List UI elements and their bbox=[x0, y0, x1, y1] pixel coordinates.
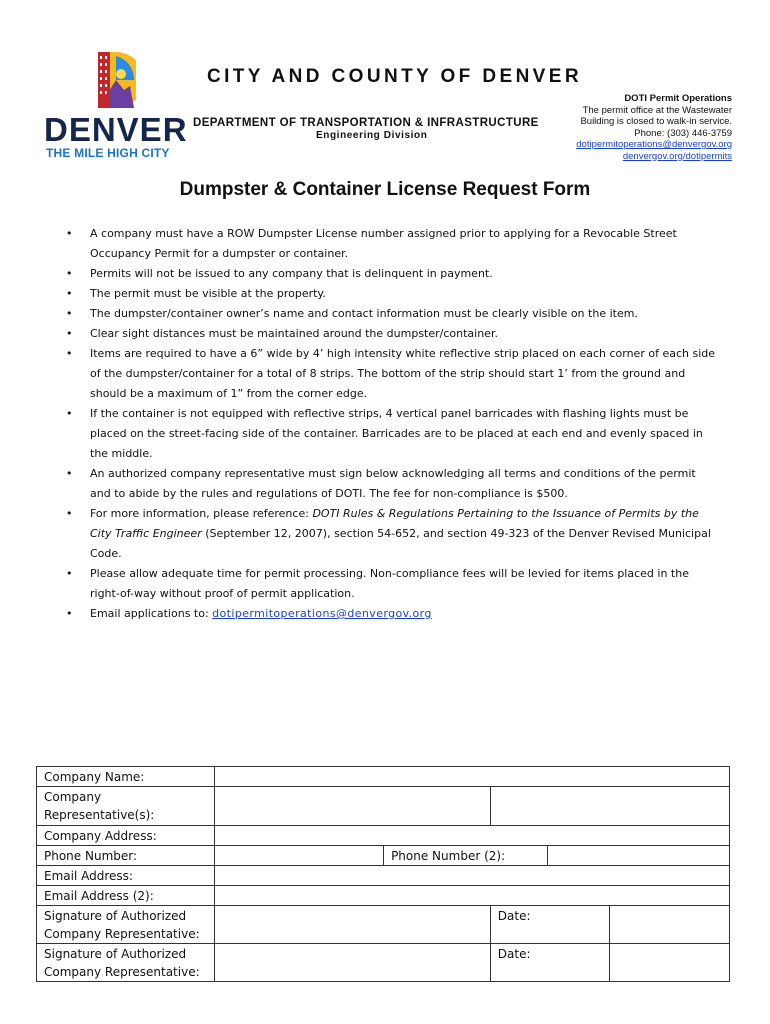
bullet-icon: • bbox=[66, 567, 73, 580]
applicant-form bbox=[36, 766, 730, 982]
list-item bbox=[66, 304, 730, 324]
reference-prefix: For more information, please reference: bbox=[90, 507, 313, 520]
company-address-field[interactable] bbox=[214, 826, 729, 846]
date-label-2: Date: bbox=[490, 944, 610, 982]
email2-field[interactable] bbox=[214, 886, 729, 906]
table-row bbox=[37, 826, 730, 846]
rule-text: The dumpster/container owner’s name and contact information must be clearly visible on the item. bbox=[90, 307, 638, 320]
company-rep-label-line1: Company bbox=[44, 790, 102, 804]
email-label: Email Address: bbox=[37, 866, 215, 886]
list-item bbox=[66, 604, 730, 624]
bullet-icon: • bbox=[66, 347, 73, 360]
company-rep-label bbox=[37, 787, 215, 826]
department-name: DEPARTMENT OF TRANSPORTATION & INFRASTRUCTURE bbox=[193, 117, 539, 129]
contact-line-2: Building is closed to walk-in service. bbox=[580, 116, 732, 127]
email-applications-link[interactable]: dotipermitoperations@denvergov.org bbox=[212, 607, 432, 620]
rule-text: should be a maximum of 1” from the corner edge. bbox=[90, 387, 368, 400]
reference-sections: (September 12, 2007), section 54-652, and section 49-323 of the Denver Revised Municipal bbox=[201, 527, 711, 540]
rule-text: of the dumpster/container for a total of 8 strips. The bottom of the strip should start 1’ from the ground and bbox=[90, 367, 686, 380]
bullet-icon: • bbox=[66, 307, 73, 320]
company-address-label: Company Address: bbox=[37, 826, 215, 846]
phone2-field[interactable] bbox=[547, 846, 729, 866]
bullet-icon: • bbox=[66, 287, 73, 300]
company-rep-label-line2: Representative(s): bbox=[44, 808, 155, 822]
list-item bbox=[66, 464, 730, 504]
contact-line-1: The permit office at the Wastewater bbox=[582, 104, 732, 116]
logo-tagline: THE MILE HIGH CITY bbox=[46, 146, 170, 160]
contact-title: DOTI Permit Operations bbox=[624, 93, 732, 104]
rule-text bbox=[90, 604, 730, 624]
table-row bbox=[37, 886, 730, 906]
rule-text: Permits will not be issued to any company that is delinquent in payment. bbox=[90, 267, 493, 280]
rule-text: right-of-way without proof of permit application. bbox=[90, 587, 355, 600]
table-row bbox=[37, 866, 730, 886]
list-item bbox=[66, 284, 730, 304]
company-name-label: Company Name: bbox=[37, 767, 215, 787]
list-item bbox=[66, 324, 730, 344]
email-field[interactable] bbox=[214, 866, 729, 886]
rule-text bbox=[90, 504, 730, 524]
table-row bbox=[37, 944, 730, 982]
contact-block bbox=[532, 93, 732, 162]
rule-text: An authorized company representative must sign below acknowledging all terms and conditions of the permit bbox=[90, 467, 696, 480]
signature-label-2 bbox=[37, 944, 215, 982]
list-item bbox=[66, 224, 730, 264]
phone2-label: Phone Number (2): bbox=[384, 846, 548, 866]
rule-text: and to abide by the rules and regulations of DOTI. The fee for non-compliance is $500. bbox=[90, 487, 568, 500]
division-name: Engineering Division bbox=[316, 130, 428, 141]
company-name-field[interactable] bbox=[214, 767, 729, 787]
table-row bbox=[37, 787, 730, 826]
bullet-icon: • bbox=[66, 327, 73, 340]
table-row bbox=[37, 767, 730, 787]
rule-text: Please allow adequate time for permit processing. Non-compliance fees will be levied for items placed in the bbox=[90, 567, 689, 580]
reference-title-cont: City Traffic Engineer bbox=[90, 527, 202, 540]
list-item bbox=[66, 404, 730, 464]
rule-text: placed on the street-facing side of the container. Barricades are to be placed at each end and evenly spaced in bbox=[90, 427, 703, 440]
bullet-icon: • bbox=[66, 227, 73, 240]
rule-text bbox=[90, 524, 730, 544]
list-item bbox=[66, 344, 730, 404]
phone-field[interactable] bbox=[214, 846, 383, 866]
company-rep-field[interactable] bbox=[214, 787, 490, 826]
rule-text: A company must have a ROW Dumpster License number assigned prior to applying for a Revocable Street bbox=[90, 227, 677, 240]
table-row bbox=[37, 846, 730, 866]
bullet-icon: • bbox=[66, 467, 73, 480]
rule-text: The permit must be visible at the property. bbox=[90, 287, 326, 300]
signature-field-2[interactable] bbox=[214, 944, 490, 982]
signature-field[interactable] bbox=[214, 906, 490, 944]
page-title: Dumpster & Container License Request Form bbox=[179, 179, 591, 200]
city-title: CITY AND COUNTY OF DENVER bbox=[207, 66, 582, 87]
bullet-icon: • bbox=[66, 607, 73, 620]
bullet-icon: • bbox=[66, 507, 73, 520]
signature-label-2-line2: Company Representative: bbox=[44, 964, 200, 979]
logo-wordmark: DENVER bbox=[44, 111, 188, 148]
denver-logo-mark-icon bbox=[94, 50, 136, 108]
contact-website-link[interactable]: denvergov.org/dotipermits bbox=[622, 150, 732, 162]
email2-label: Email Address (2): bbox=[37, 886, 215, 906]
company-rep-field-2[interactable] bbox=[490, 787, 729, 826]
email-prefix: Email applications to: bbox=[90, 607, 213, 620]
bullet-icon: • bbox=[66, 267, 73, 280]
rule-text: Occupancy Permit for a dumpster or container. bbox=[90, 247, 349, 260]
contact-email-link[interactable]: dotipermitoperations@denvergov.org bbox=[576, 139, 732, 150]
list-item bbox=[66, 564, 730, 604]
signature-label-line2: Company Representative: bbox=[44, 926, 200, 941]
date-field[interactable] bbox=[610, 906, 730, 944]
bullet-icon: • bbox=[66, 407, 73, 420]
rules-list bbox=[66, 224, 730, 624]
rule-text: Code. bbox=[90, 547, 122, 560]
contact-phone: Phone: (303) 446-3759 bbox=[634, 127, 732, 139]
signature-label-line1: Signature of Authorized bbox=[44, 908, 187, 923]
date-label: Date: bbox=[490, 906, 610, 944]
list-item bbox=[66, 264, 730, 284]
table-row bbox=[37, 906, 730, 944]
denver-logo bbox=[44, 50, 188, 162]
rule-text: Clear sight distances must be maintained around the dumpster/container. bbox=[90, 327, 498, 340]
list-item bbox=[66, 504, 730, 564]
rule-text: the middle. bbox=[90, 447, 153, 460]
phone-label: Phone Number: bbox=[37, 846, 215, 866]
signature-label-2-line1: Signature of Authorized bbox=[44, 946, 187, 961]
reference-title: DOTI Rules & Regulations Pertaining to the Issuance of Permits by the bbox=[312, 507, 699, 520]
rule-text: If the container is not equipped with reflective strips, 4 vertical panel barricades with flashing lights must be bbox=[90, 407, 689, 420]
signature-label bbox=[37, 906, 215, 944]
date-field-2[interactable] bbox=[610, 944, 730, 982]
rule-text: Items are required to have a 6” wide by 4’ high intensity white reflective strip placed on each corner of each side bbox=[90, 347, 716, 360]
